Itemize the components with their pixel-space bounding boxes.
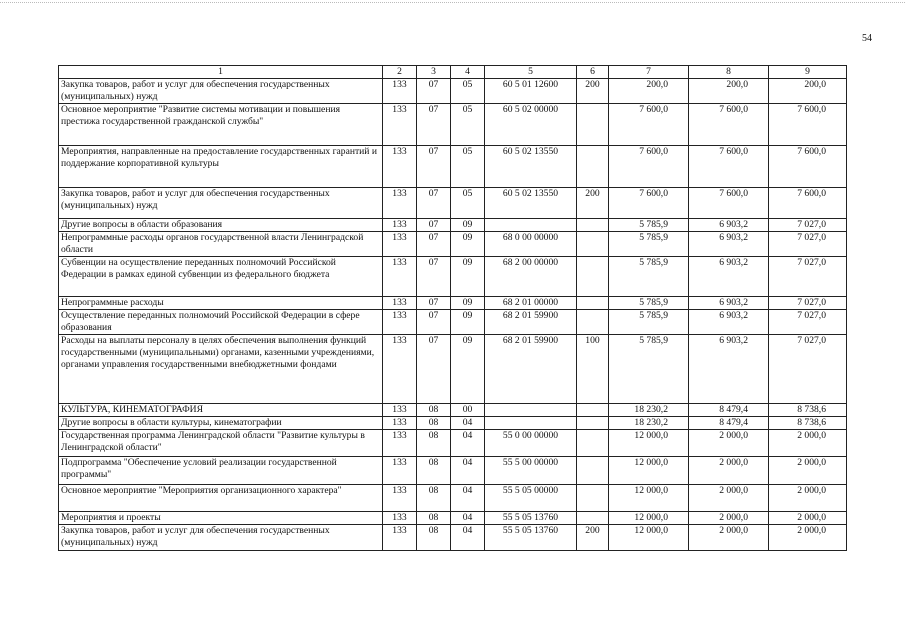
- table-row: [59, 457, 847, 485]
- section-cell: 07: [417, 297, 451, 310]
- amount-col9-cell: 7 027,0: [769, 219, 847, 232]
- amount-col9-cell: 7 027,0: [769, 297, 847, 310]
- target-article-cell: 60 5 01 12600: [485, 79, 577, 104]
- amount-col8-cell: 7 600,0: [689, 188, 769, 219]
- target-article-cell: [485, 404, 577, 417]
- section-cell: 08: [417, 404, 451, 417]
- row-name-cell: Закупка товаров, работ и услуг для обеспечения государственных (муниципальных) нужд: [59, 79, 383, 104]
- expense-type-cell: [577, 219, 609, 232]
- table-row: [59, 417, 847, 430]
- section-cell: 08: [417, 525, 451, 551]
- scan-edge-dots: [0, 2, 905, 7]
- section-cell: 07: [417, 104, 451, 146]
- admin-code-cell: 133: [383, 404, 417, 417]
- subsection-cell: 04: [451, 457, 485, 485]
- expense-type-cell: 200: [577, 188, 609, 219]
- amount-col8-cell: 7 600,0: [689, 104, 769, 146]
- table-row: [59, 404, 847, 417]
- expense-type-cell: [577, 297, 609, 310]
- amount-col9-cell: 2 000,0: [769, 525, 847, 551]
- amount-col7-cell: 12 000,0: [609, 512, 689, 525]
- amount-col9-cell: 2 000,0: [769, 512, 847, 525]
- admin-code-cell: 133: [383, 232, 417, 257]
- admin-code-cell: 133: [383, 188, 417, 219]
- section-cell: 07: [417, 232, 451, 257]
- row-name-cell: Государственная программа Ленинградской области "Развитие культуры в Ленинградской области": [59, 430, 383, 457]
- table-row: [59, 335, 847, 404]
- subsection-cell: 04: [451, 417, 485, 430]
- expense-type-cell: [577, 457, 609, 485]
- amount-col7-cell: 5 785,9: [609, 219, 689, 232]
- column-header: 3: [417, 66, 451, 79]
- amount-col8-cell: 200,0: [689, 79, 769, 104]
- row-name-cell: Подпрограмма "Обеспечение условий реализации государственной программы": [59, 457, 383, 485]
- subsection-cell: 04: [451, 485, 485, 512]
- amount-col8-cell: 7 600,0: [689, 146, 769, 188]
- budget-table: [58, 65, 847, 551]
- amount-col7-cell: 12 000,0: [609, 485, 689, 512]
- amount-col7-cell: 5 785,9: [609, 297, 689, 310]
- amount-col9-cell: 7 600,0: [769, 188, 847, 219]
- row-name-cell: Закупка товаров, работ и услуг для обеспечения государственных (муниципальных) нужд: [59, 525, 383, 551]
- table-row: [59, 430, 847, 457]
- subsection-cell: 09: [451, 335, 485, 404]
- table-row: [59, 485, 847, 512]
- row-name-cell: Субвенции на осуществление переданных полномочий Российской Федерации в рамках единой субвенции из федерального бюджета: [59, 257, 383, 297]
- target-article-cell: 68 2 01 00000: [485, 297, 577, 310]
- row-name-cell: Непрограммные расходы органов государственной власти Ленинградской области: [59, 232, 383, 257]
- amount-col8-cell: 2 000,0: [689, 485, 769, 512]
- admin-code-cell: 133: [383, 512, 417, 525]
- amount-col8-cell: 6 903,2: [689, 219, 769, 232]
- section-cell: 08: [417, 430, 451, 457]
- table-row: [59, 188, 847, 219]
- section-cell: 08: [417, 512, 451, 525]
- admin-code-cell: 133: [383, 146, 417, 188]
- amount-col7-cell: 7 600,0: [609, 146, 689, 188]
- amount-col8-cell: 2 000,0: [689, 525, 769, 551]
- expense-type-cell: [577, 310, 609, 335]
- admin-code-cell: 133: [383, 485, 417, 512]
- target-article-cell: 55 5 00 00000: [485, 457, 577, 485]
- table-row: [59, 512, 847, 525]
- subsection-cell: 04: [451, 512, 485, 525]
- table-row: [59, 219, 847, 232]
- admin-code-cell: 133: [383, 297, 417, 310]
- admin-code-cell: 133: [383, 525, 417, 551]
- subsection-cell: 05: [451, 188, 485, 219]
- expense-type-cell: [577, 232, 609, 257]
- amount-col8-cell: 6 903,2: [689, 232, 769, 257]
- subsection-cell: 09: [451, 297, 485, 310]
- amount-col7-cell: 7 600,0: [609, 104, 689, 146]
- target-article-cell: 55 0 00 00000: [485, 430, 577, 457]
- amount-col8-cell: 2 000,0: [689, 430, 769, 457]
- amount-col9-cell: 8 738,6: [769, 404, 847, 417]
- admin-code-cell: 133: [383, 457, 417, 485]
- table-row: [59, 146, 847, 188]
- target-article-cell: 60 5 02 13550: [485, 188, 577, 219]
- row-name-cell: Другие вопросы в области культуры, кинематографии: [59, 417, 383, 430]
- section-cell: 07: [417, 146, 451, 188]
- amount-col8-cell: 8 479,4: [689, 417, 769, 430]
- expense-type-cell: 200: [577, 525, 609, 551]
- amount-col8-cell: 2 000,0: [689, 457, 769, 485]
- amount-col9-cell: 7 027,0: [769, 310, 847, 335]
- table-row: [59, 297, 847, 310]
- amount-col7-cell: 5 785,9: [609, 335, 689, 404]
- amount-col8-cell: 6 903,2: [689, 335, 769, 404]
- admin-code-cell: 133: [383, 257, 417, 297]
- expense-type-cell: 100: [577, 335, 609, 404]
- amount-col7-cell: 18 230,2: [609, 417, 689, 430]
- table-row: [59, 104, 847, 146]
- expense-type-cell: [577, 257, 609, 297]
- column-header: 2: [383, 66, 417, 79]
- amount-col7-cell: 5 785,9: [609, 232, 689, 257]
- table-row: [59, 232, 847, 257]
- target-article-cell: 55 5 05 13760: [485, 512, 577, 525]
- amount-col8-cell: 6 903,2: [689, 297, 769, 310]
- target-article-cell: 60 5 02 00000: [485, 104, 577, 146]
- row-name-cell: Основное мероприятие "Развитие системы мотивации и повышения престижа государственной гражданской службы": [59, 104, 383, 146]
- row-name-cell: Мероприятия, направленные на предоставление государственных гарантий и поддержание корпоративной культуры: [59, 146, 383, 188]
- subsection-cell: 09: [451, 219, 485, 232]
- admin-code-cell: 133: [383, 417, 417, 430]
- amount-col8-cell: 6 903,2: [689, 310, 769, 335]
- row-name-cell: Непрограммные расходы: [59, 297, 383, 310]
- amount-col9-cell: 2 000,0: [769, 485, 847, 512]
- amount-col8-cell: 2 000,0: [689, 512, 769, 525]
- expense-type-cell: 200: [577, 79, 609, 104]
- amount-col9-cell: 7 600,0: [769, 146, 847, 188]
- table-row: [59, 257, 847, 297]
- target-article-cell: [485, 417, 577, 430]
- table-header-row: [59, 66, 847, 79]
- target-article-cell: 68 2 01 59900: [485, 335, 577, 404]
- section-cell: 07: [417, 335, 451, 404]
- subsection-cell: 05: [451, 104, 485, 146]
- subsection-cell: 09: [451, 232, 485, 257]
- admin-code-cell: 133: [383, 310, 417, 335]
- subsection-cell: 04: [451, 525, 485, 551]
- section-cell: 07: [417, 257, 451, 297]
- section-cell: 07: [417, 310, 451, 335]
- target-article-cell: 55 5 05 00000: [485, 485, 577, 512]
- target-article-cell: 68 0 00 00000: [485, 232, 577, 257]
- expense-type-cell: [577, 417, 609, 430]
- admin-code-cell: 133: [383, 430, 417, 457]
- table-row: [59, 310, 847, 335]
- column-header: 4: [451, 66, 485, 79]
- amount-col7-cell: 12 000,0: [609, 457, 689, 485]
- amount-col8-cell: 8 479,4: [689, 404, 769, 417]
- amount-col7-cell: 200,0: [609, 79, 689, 104]
- subsection-cell: 00: [451, 404, 485, 417]
- subsection-cell: 09: [451, 257, 485, 297]
- amount-col9-cell: 7 027,0: [769, 257, 847, 297]
- amount-col9-cell: 2 000,0: [769, 457, 847, 485]
- subsection-cell: 09: [451, 310, 485, 335]
- amount-col9-cell: 200,0: [769, 79, 847, 104]
- column-header: 7: [609, 66, 689, 79]
- amount-col8-cell: 6 903,2: [689, 257, 769, 297]
- expense-type-cell: [577, 485, 609, 512]
- expense-type-cell: [577, 146, 609, 188]
- amount-col7-cell: 18 230,2: [609, 404, 689, 417]
- amount-col7-cell: 12 000,0: [609, 525, 689, 551]
- amount-col7-cell: 7 600,0: [609, 188, 689, 219]
- expense-type-cell: [577, 404, 609, 417]
- admin-code-cell: 133: [383, 335, 417, 404]
- subsection-cell: 04: [451, 430, 485, 457]
- section-cell: 07: [417, 79, 451, 104]
- amount-col9-cell: 7 600,0: [769, 104, 847, 146]
- amount-col9-cell: 8 738,6: [769, 417, 847, 430]
- amount-col7-cell: 12 000,0: [609, 430, 689, 457]
- row-name-cell: Основное мероприятие "Мероприятия организационного характера": [59, 485, 383, 512]
- expense-type-cell: [577, 104, 609, 146]
- amount-col9-cell: 2 000,0: [769, 430, 847, 457]
- section-cell: 08: [417, 485, 451, 512]
- amount-col9-cell: 7 027,0: [769, 335, 847, 404]
- row-name-cell: Мероприятия и проекты: [59, 512, 383, 525]
- admin-code-cell: 133: [383, 219, 417, 232]
- row-name-cell: КУЛЬТУРА, КИНЕМАТОГРАФИЯ: [59, 404, 383, 417]
- amount-col9-cell: 7 027,0: [769, 232, 847, 257]
- row-name-cell: Закупка товаров, работ и услуг для обеспечения государственных (муниципальных) нужд: [59, 188, 383, 219]
- table-row: [59, 79, 847, 104]
- target-article-cell: 68 2 00 00000: [485, 257, 577, 297]
- column-header: 1: [59, 66, 383, 79]
- table-row: [59, 525, 847, 551]
- page-number: 54: [862, 33, 872, 44]
- target-article-cell: [485, 219, 577, 232]
- section-cell: 07: [417, 188, 451, 219]
- admin-code-cell: 133: [383, 104, 417, 146]
- subsection-cell: 05: [451, 146, 485, 188]
- amount-col7-cell: 5 785,9: [609, 257, 689, 297]
- column-header: 9: [769, 66, 847, 79]
- row-name-cell: Другие вопросы в области образования: [59, 219, 383, 232]
- target-article-cell: 55 5 05 13760: [485, 525, 577, 551]
- target-article-cell: 68 2 01 59900: [485, 310, 577, 335]
- section-cell: 07: [417, 219, 451, 232]
- expense-type-cell: [577, 430, 609, 457]
- column-header: 5: [485, 66, 577, 79]
- subsection-cell: 05: [451, 79, 485, 104]
- expense-type-cell: [577, 512, 609, 525]
- amount-col7-cell: 5 785,9: [609, 310, 689, 335]
- row-name-cell: Расходы на выплаты персоналу в целях обеспечения выполнения функций государственными (муниципальными) органами, казенными учреждениями, органами управления государственными внебюджетными фондами: [59, 335, 383, 404]
- column-header: 6: [577, 66, 609, 79]
- row-name-cell: Осуществление переданных полномочий Российской Федерации в сфере образования: [59, 310, 383, 335]
- section-cell: 08: [417, 457, 451, 485]
- admin-code-cell: 133: [383, 79, 417, 104]
- section-cell: 08: [417, 417, 451, 430]
- target-article-cell: 60 5 02 13550: [485, 146, 577, 188]
- column-header: 8: [689, 66, 769, 79]
